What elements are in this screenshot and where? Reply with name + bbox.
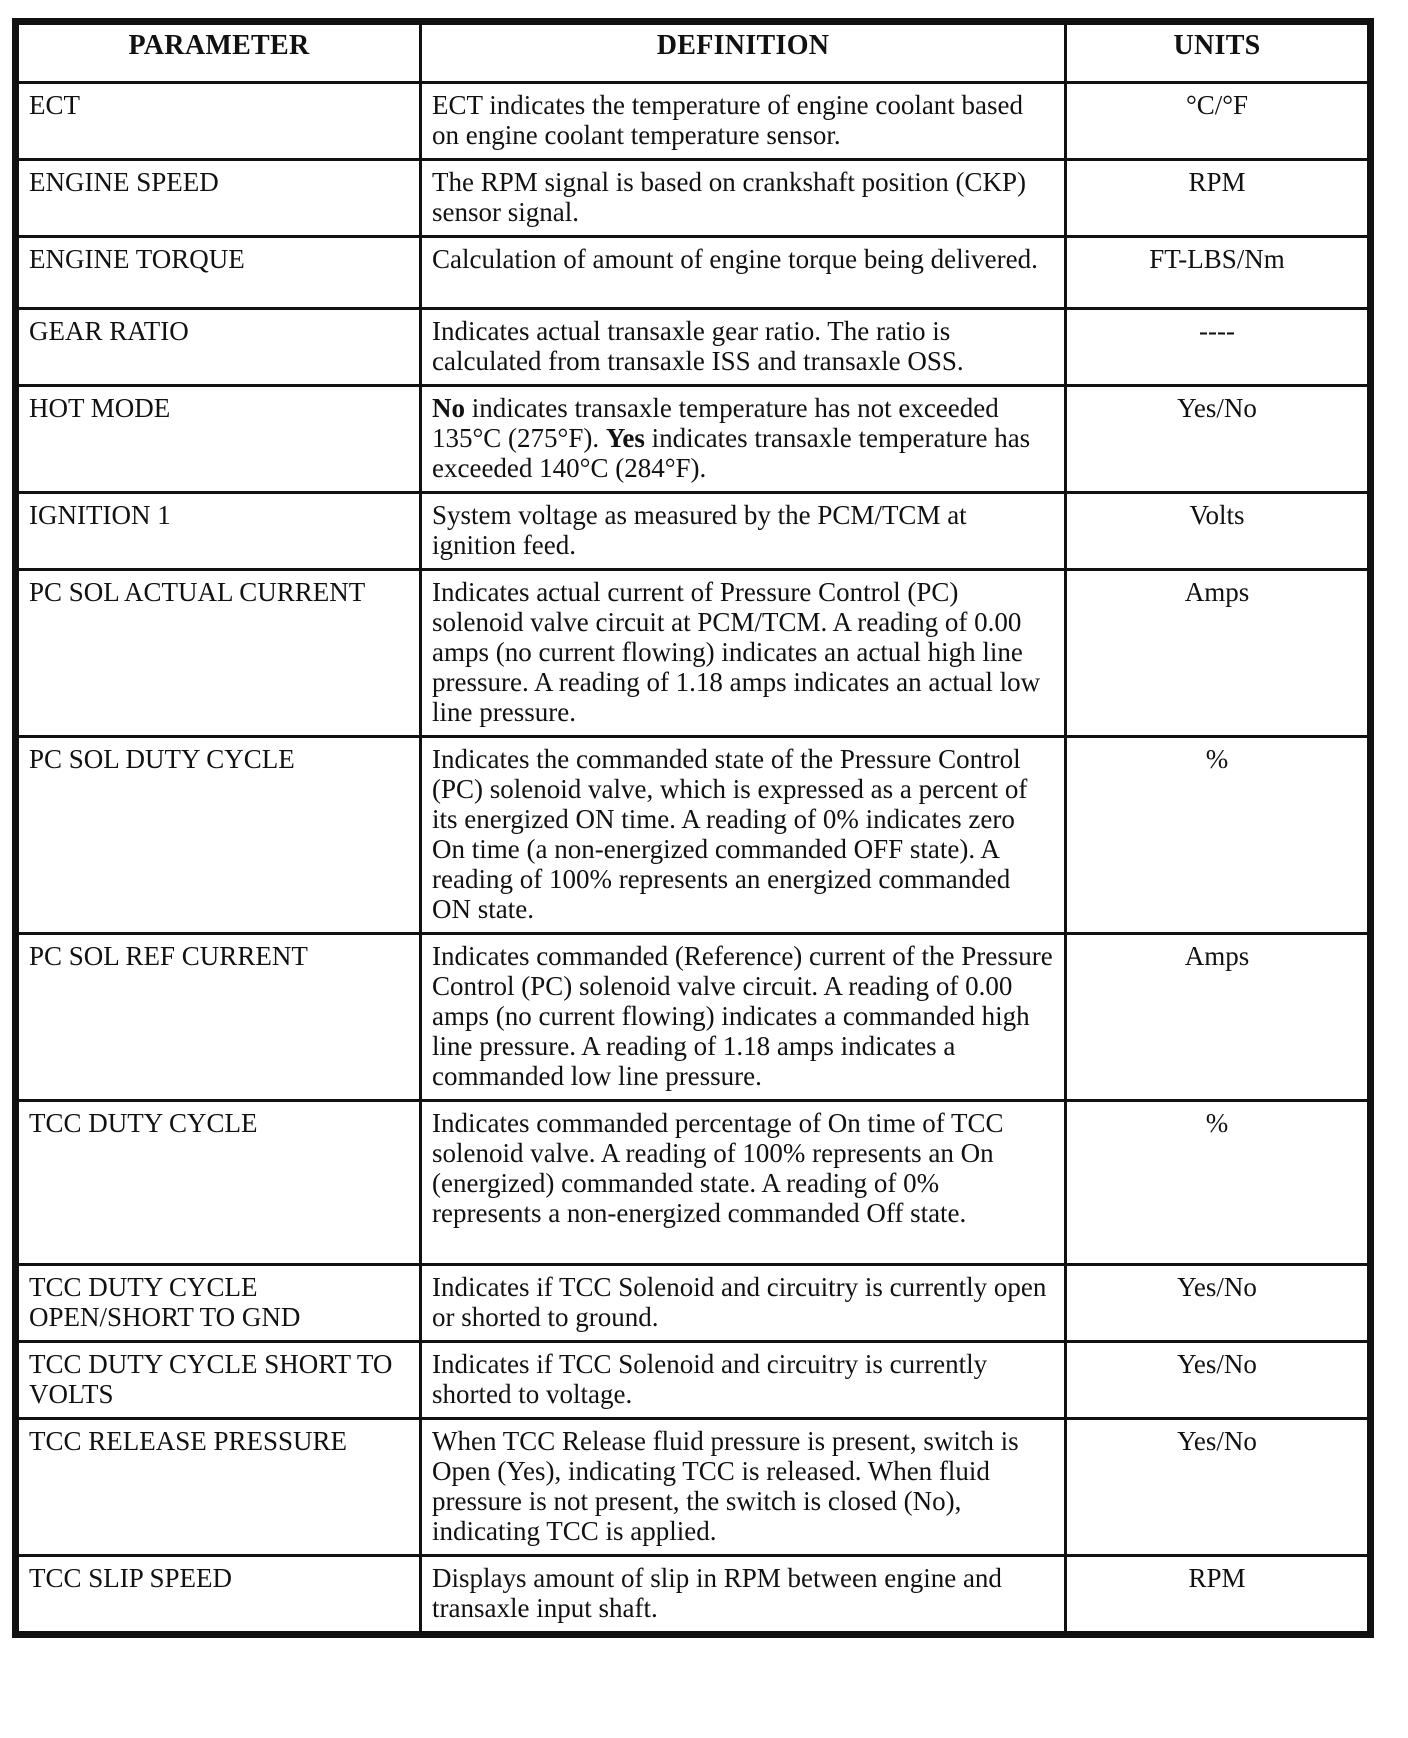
definition-cell: Displays amount of slip in RPM between engine and transaxle input shaft. [421,1556,1066,1633]
units-cell: °C/°F [1066,83,1369,160]
units-cell: Yes/No [1066,1265,1369,1342]
units-cell: Yes/No [1066,1342,1369,1419]
definition-keyword: Yes [605,423,645,453]
table-row [18,1342,1369,1419]
parameter-cell: PC SOL DUTY CYCLE [18,737,421,934]
definition-cell: The RPM signal is based on crankshaft position (CKP) sensor signal. [421,160,1066,237]
parameter-cell: TCC RELEASE PRESSURE [18,1419,421,1556]
table-row [18,570,1369,737]
definition-cell: Indicates if TCC Solenoid and circuitry is currently shorted to voltage. [421,1342,1066,1419]
units-cell: Volts [1066,493,1369,570]
parameter-table-frame [12,18,1374,1638]
table-row [18,1265,1369,1342]
table-row [18,83,1369,160]
definition-cell: Indicates actual current of Pressure Control (PC) solenoid valve circuit at PCM/TCM. A reading of 0.00 amps (no current flowing) indicates an actual high line pressure. A reading of 1.18 amps indicates an actual low line pressure. [421,570,1066,737]
units-cell: FT-LBS/Nm [1066,237,1369,309]
definition-cell: When TCC Release fluid pressure is present, switch is Open (Yes), indicating TCC is released. When fluid pressure is not present, the switch is closed (No), indicating TCC is applied. [421,1419,1066,1556]
definition-cell: Indicates commanded (Reference) current of the Pressure Control (PC) solenoid valve circuit. A reading of 0.00 amps (no current flowing) indicates a commanded high line pressure. A reading of 1.18 amps indicates a commanded low line pressure. [421,934,1066,1101]
parameter-cell: HOT MODE [18,386,421,493]
definition-cell: Indicates if TCC Solenoid and circuitry is currently open or shorted to ground. [421,1265,1066,1342]
units-cell: Yes/No [1066,1419,1369,1556]
definition-text: indicates transaxle temperature has not exceeded 135°C (275°F). [432,393,999,453]
parameter-cell: PC SOL REF CURRENT [18,934,421,1101]
parameter-cell: ENGINE TORQUE [18,237,421,309]
definition-cell: Calculation of amount of engine torque being delivered. [421,237,1066,309]
units-cell: % [1066,737,1369,934]
units-cell: ---- [1066,309,1369,386]
table-row [18,1419,1369,1556]
definition-cell: Indicates commanded percentage of On time of TCC solenoid valve. A reading of 100% represents an On (energized) commanded state. A reading of 0% represents a non-energized commanded Off state. [421,1101,1066,1265]
table-row [18,237,1369,309]
table-row [18,737,1369,934]
header-parameter: PARAMETER [18,24,421,83]
parameter-cell: GEAR RATIO [18,309,421,386]
units-cell: Amps [1066,570,1369,737]
header-row [18,24,1369,83]
units-cell: RPM [1066,1556,1369,1633]
table-row [18,1556,1369,1633]
header-units: UNITS [1066,24,1369,83]
table-row [18,386,1369,493]
parameter-table [16,22,1370,1634]
header-definition: DEFINITION [421,24,1066,83]
definition-cell [421,386,1066,493]
units-cell: Amps [1066,934,1369,1101]
table-row [18,160,1369,237]
units-cell: % [1066,1101,1369,1265]
parameter-cell: PC SOL ACTUAL CURRENT [18,570,421,737]
table-row [18,1101,1369,1265]
table-row [18,934,1369,1101]
table-row [18,493,1369,570]
parameter-cell: TCC DUTY CYCLE OPEN/SHORT TO GND [18,1265,421,1342]
definition-cell: Indicates actual transaxle gear ratio. The ratio is calculated from transaxle ISS and transaxle OSS. [421,309,1066,386]
parameter-cell: ENGINE SPEED [18,160,421,237]
units-cell: RPM [1066,160,1369,237]
definition-keyword: No [432,393,465,423]
definition-text: indicates transaxle temperature has exceeded 140°C (284°F). [432,423,1031,483]
definition-cell: Indicates the commanded state of the Pressure Control (PC) solenoid valve, which is expressed as a percent of its energized ON time. A reading of 0% indicates zero On time (a non-energized commanded OFF state). A reading of 100% represents an energized commanded ON state. [421,737,1066,934]
units-cell: Yes/No [1066,386,1369,493]
parameter-cell: TCC DUTY CYCLE [18,1101,421,1265]
definition-cell: System voltage as measured by the PCM/TCM at ignition feed. [421,493,1066,570]
parameter-cell: IGNITION 1 [18,493,421,570]
parameter-cell: TCC DUTY CYCLE SHORT TO VOLTS [18,1342,421,1419]
table-row [18,309,1369,386]
definition-cell: ECT indicates the temperature of engine coolant based on engine coolant temperature sensor. [421,83,1066,160]
parameter-cell: ECT [18,83,421,160]
parameter-cell: TCC SLIP SPEED [18,1556,421,1633]
